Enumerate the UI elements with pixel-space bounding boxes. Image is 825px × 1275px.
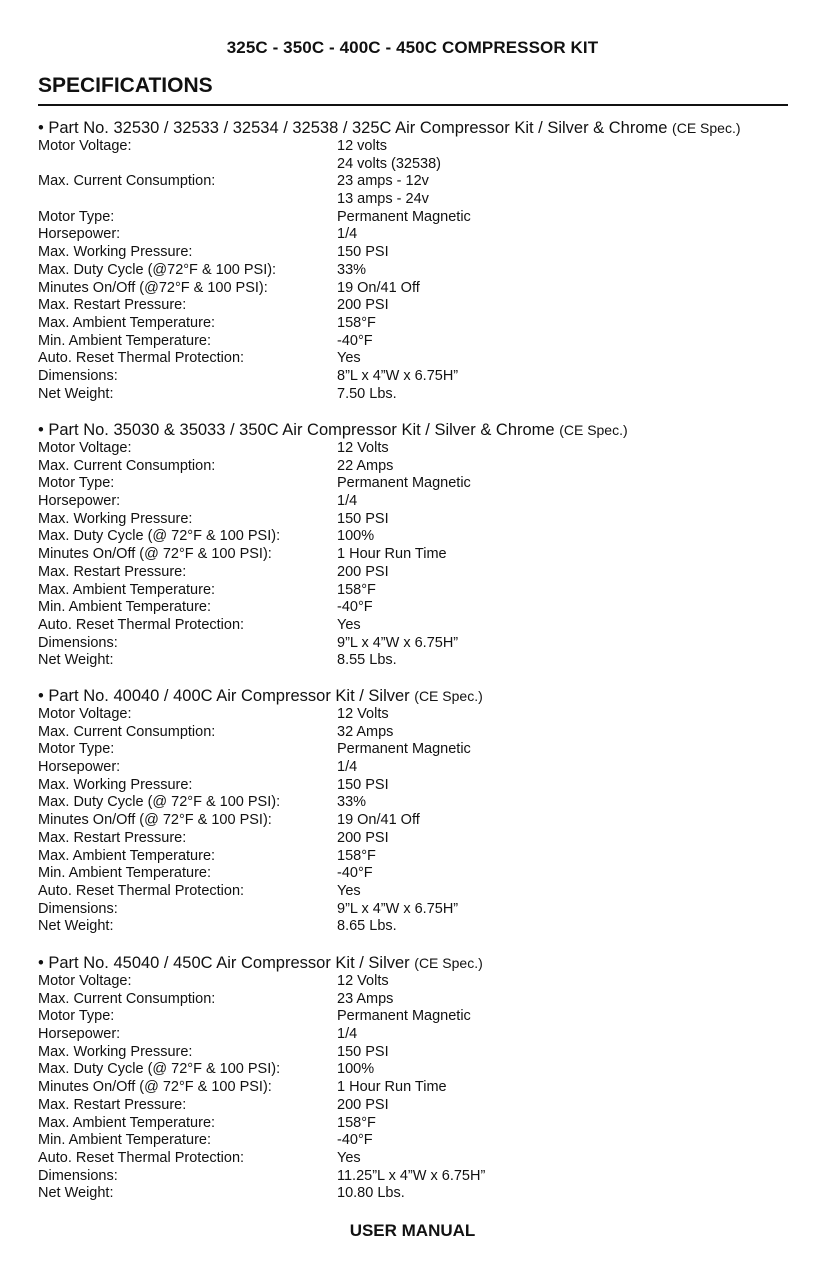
spec-row	[38, 991, 798, 1009]
spec-value: 150 PSI	[337, 510, 389, 527]
spec-row	[38, 546, 798, 564]
spec-value: 158°F	[337, 314, 376, 331]
spec-value: 9”L x 4”W x 6.75H”	[337, 634, 459, 651]
spec-label: Motor Voltage:	[38, 138, 132, 154]
spec-value: Yes	[337, 882, 361, 899]
spec-value: 8.65 Lbs.	[337, 918, 397, 935]
spec-value: 23 amps - 12v	[337, 173, 429, 190]
spec-row	[38, 280, 798, 298]
spec-row	[38, 528, 798, 546]
spec-label: Min. Ambient Temperature:	[38, 599, 212, 616]
spec-label: Max. Restart Pressure:	[38, 1096, 187, 1113]
spec-label: Motor Type:	[38, 475, 115, 492]
spec-row	[38, 1132, 798, 1150]
spec-value: Permanent Magnetic	[337, 741, 471, 758]
spec-row	[38, 1097, 798, 1115]
spec-value: 12 Volts	[337, 706, 389, 722]
spec-value: 33%	[337, 794, 367, 811]
spec-label: Dimensions:	[38, 1167, 118, 1184]
spec-value: 200 PSI	[337, 829, 389, 846]
spec-label: Minutes On/Off (@ 72°F & 100 PSI):	[38, 812, 272, 829]
spec-label: Max. Restart Pressure:	[38, 829, 187, 846]
spec-row	[38, 901, 798, 919]
spec-label: Max. Duty Cycle (@ 72°F & 100 PSI):	[38, 528, 281, 545]
spec-row	[38, 173, 798, 191]
spec-value: 158°F	[337, 847, 376, 864]
spec-label: Net Weight:	[38, 918, 114, 935]
spec-label: Max. Working Pressure:	[38, 510, 193, 527]
spec-row	[38, 368, 798, 386]
spec-label: Max. Ambient Temperature:	[38, 581, 216, 598]
spec-value: Yes	[337, 1149, 361, 1166]
spec-label: Max. Ambient Temperature:	[38, 847, 216, 864]
spec-heading	[38, 953, 798, 973]
spec-row	[38, 475, 798, 493]
spec-row	[38, 458, 798, 476]
spec-row	[38, 883, 798, 901]
spec-value: 1/4	[337, 493, 358, 510]
spec-row	[38, 564, 798, 582]
spec-value: 1/4	[337, 226, 358, 243]
ce-spec-note: (CE Spec.)	[559, 422, 628, 438]
spec-label: Auto. Reset Thermal Protection:	[38, 1149, 245, 1166]
spec-value: Yes	[337, 616, 361, 633]
spec-row	[38, 191, 798, 209]
spec-label: Max. Restart Pressure:	[38, 563, 187, 580]
spec-row	[38, 582, 798, 600]
spec-label: Dimensions:	[38, 634, 118, 651]
spec-heading-text: • Part No. 35030 & 35033 / 350C Air Compressor Kit / Silver & Chrome	[38, 421, 555, 439]
spec-label: Max. Current Consumption:	[38, 173, 216, 190]
spec-heading-text: • Part No. 40040 / 400C Air Compressor Kit / Silver	[38, 687, 410, 705]
spec-row	[38, 812, 798, 830]
spec-row	[38, 333, 798, 351]
spec-value: Permanent Magnetic	[337, 208, 471, 225]
spec-row	[38, 297, 798, 315]
spec-label: Max. Duty Cycle (@72°F & 100 PSI):	[38, 261, 277, 278]
spec-value: 22 Amps	[337, 457, 394, 474]
spec-label: Net Weight:	[38, 385, 114, 402]
spec-row	[38, 1079, 798, 1097]
spec-row	[38, 599, 798, 617]
spec-row	[38, 1008, 798, 1026]
spec-row	[38, 759, 798, 777]
spec-label: Net Weight:	[38, 1185, 114, 1202]
spec-label: Minutes On/Off (@ 72°F & 100 PSI):	[38, 546, 272, 563]
spec-label: Auto. Reset Thermal Protection:	[38, 616, 245, 633]
spec-row	[38, 138, 798, 156]
spec-value: 12 Volts	[337, 973, 389, 989]
spec-heading	[38, 420, 798, 440]
spec-row	[38, 1115, 798, 1133]
spec-row	[38, 226, 798, 244]
spec-value: 19 On/41 Off	[337, 812, 420, 829]
ce-spec-note: (CE Spec.)	[414, 688, 483, 704]
spec-value: -40°F	[337, 599, 373, 616]
spec-row	[38, 1044, 798, 1062]
spec-label: Motor Type:	[38, 1008, 115, 1025]
spec-value: Permanent Magnetic	[337, 1008, 471, 1025]
spec-row	[38, 918, 798, 936]
spec-label: Motor Voltage:	[38, 706, 132, 722]
spec-label: Motor Type:	[38, 208, 115, 225]
spec-value: 100%	[337, 1061, 375, 1078]
spec-value: 200 PSI	[337, 563, 389, 580]
spec-block-350c	[38, 420, 798, 670]
spec-value: 8”L x 4”W x 6.75H”	[337, 367, 459, 384]
spec-row	[38, 262, 798, 280]
spec-label: Minutes On/Off (@ 72°F & 100 PSI):	[38, 1079, 272, 1096]
spec-row	[38, 1185, 798, 1203]
spec-label: Dimensions:	[38, 900, 118, 917]
spec-block-400c	[38, 686, 798, 936]
spec-value: 1/4	[337, 1026, 358, 1043]
spec-value: 13 amps - 24v	[337, 191, 429, 208]
spec-row	[38, 794, 798, 812]
spec-label: Horsepower:	[38, 759, 121, 776]
spec-value: Permanent Magnetic	[337, 475, 471, 492]
ce-spec-note: (CE Spec.)	[672, 120, 741, 136]
spec-value: 32 Amps	[337, 723, 394, 740]
spec-label	[38, 156, 337, 174]
footer-title: USER MANUAL	[349, 1221, 476, 1240]
spec-row	[38, 973, 798, 991]
spec-value: 9”L x 4”W x 6.75H”	[337, 900, 459, 917]
spec-label: Min. Ambient Temperature:	[38, 1132, 212, 1149]
spec-label: Net Weight:	[38, 652, 114, 669]
spec-value: 1 Hour Run Time	[337, 1079, 447, 1096]
spec-value: 100%	[337, 528, 375, 545]
spec-value: 12 Volts	[337, 440, 389, 456]
spec-row	[38, 706, 798, 724]
spec-row	[38, 830, 798, 848]
spec-row	[38, 1026, 798, 1044]
spec-row	[38, 350, 798, 368]
spec-value: -40°F	[337, 332, 373, 349]
spec-value: 12 volts	[337, 138, 387, 154]
spec-value: 11.25”L x 4”W x 6.75H”	[337, 1167, 486, 1184]
spec-row	[38, 724, 798, 742]
spec-row	[38, 315, 798, 333]
spec-label: Minutes On/Off (@72°F & 100 PSI):	[38, 279, 268, 296]
spec-value: 10.80 Lbs.	[337, 1185, 405, 1202]
spec-row	[38, 741, 798, 759]
spec-label: Max. Duty Cycle (@ 72°F & 100 PSI):	[38, 794, 281, 811]
spec-label: Dimensions:	[38, 367, 118, 384]
spec-heading	[38, 118, 798, 138]
spec-value: 150 PSI	[337, 244, 389, 261]
spec-label: Min. Ambient Temperature:	[38, 865, 212, 882]
spec-block-450c	[38, 953, 798, 1203]
spec-value: 8.55 Lbs.	[337, 652, 397, 669]
spec-value: 200 PSI	[337, 1096, 389, 1113]
spec-value: 23 Amps	[337, 990, 394, 1007]
spec-label: Horsepower:	[38, 493, 121, 510]
spec-label: Motor Type:	[38, 741, 115, 758]
spec-label: Horsepower:	[38, 1026, 121, 1043]
spec-label: Max. Current Consumption:	[38, 723, 216, 740]
spec-block-325c	[38, 118, 798, 403]
spec-value: 24 volts (32538)	[337, 155, 441, 172]
spec-heading-text: • Part No. 32530 / 32533 / 32534 / 32538 / 325C Air Compressor Kit / Silver & Chrome	[38, 119, 668, 137]
spec-row	[38, 635, 798, 653]
spec-row	[38, 493, 798, 511]
spec-label: Max. Duty Cycle (@ 72°F & 100 PSI):	[38, 1061, 281, 1078]
spec-value: -40°F	[337, 865, 373, 882]
document-title: 325C - 350C - 400C - 450C COMPRESSOR KIT	[226, 38, 599, 57]
spec-value: 158°F	[337, 1114, 376, 1131]
spec-row	[38, 511, 798, 529]
spec-label: Max. Ambient Temperature:	[38, 1114, 216, 1131]
spec-label: Horsepower:	[38, 226, 121, 243]
spec-value: Yes	[337, 350, 361, 367]
spec-row	[38, 617, 798, 635]
section-heading: SPECIFICATIONS	[38, 74, 213, 97]
spec-row	[38, 440, 798, 458]
spec-label: Max. Current Consumption:	[38, 457, 216, 474]
spec-label	[38, 191, 337, 209]
spec-row	[38, 1150, 798, 1168]
spec-label: Max. Restart Pressure:	[38, 297, 187, 314]
spec-heading-text: • Part No. 45040 / 450C Air Compressor Kit / Silver	[38, 954, 410, 972]
spec-label: Max. Working Pressure:	[38, 1043, 193, 1060]
spec-row	[38, 652, 798, 670]
spec-value: 1/4	[337, 759, 358, 776]
spec-row	[38, 865, 798, 883]
spec-value: 1 Hour Run Time	[337, 546, 447, 563]
spec-value: 33%	[337, 261, 367, 278]
spec-row	[38, 848, 798, 866]
spec-value: 150 PSI	[337, 776, 389, 793]
spec-row	[38, 244, 798, 262]
spec-row	[38, 386, 798, 404]
spec-value: 7.50 Lbs.	[337, 385, 397, 402]
spec-row	[38, 156, 798, 174]
spec-row	[38, 1061, 798, 1079]
spec-value: 19 On/41 Off	[337, 279, 420, 296]
spec-label: Min. Ambient Temperature:	[38, 332, 212, 349]
spec-label: Max. Working Pressure:	[38, 776, 193, 793]
spec-row	[38, 777, 798, 795]
spec-label: Auto. Reset Thermal Protection:	[38, 882, 245, 899]
spec-value: 158°F	[337, 581, 376, 598]
spec-row	[38, 1168, 798, 1186]
spec-value: 200 PSI	[337, 297, 389, 314]
spec-label: Motor Voltage:	[38, 973, 132, 989]
spec-label: Max. Working Pressure:	[38, 244, 193, 261]
spec-label: Max. Ambient Temperature:	[38, 314, 216, 331]
ce-spec-note: (CE Spec.)	[414, 955, 483, 971]
spec-label: Auto. Reset Thermal Protection:	[38, 350, 245, 367]
heading-divider	[38, 104, 788, 106]
spec-heading	[38, 686, 798, 706]
spec-value: 150 PSI	[337, 1043, 389, 1060]
spec-row	[38, 209, 798, 227]
spec-label: Max. Current Consumption:	[38, 990, 216, 1007]
spec-value: -40°F	[337, 1132, 373, 1149]
spec-label: Motor Voltage:	[38, 440, 132, 456]
